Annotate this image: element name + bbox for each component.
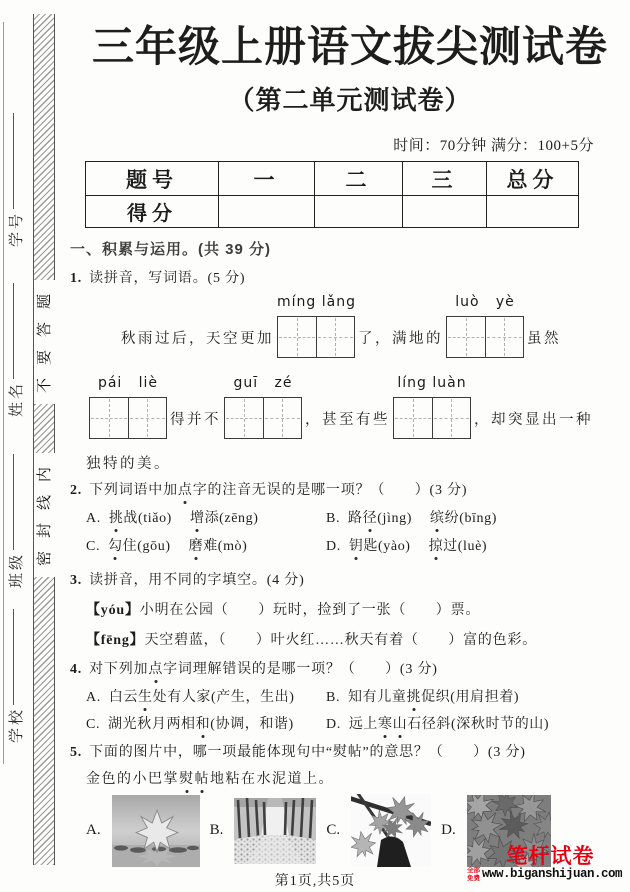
score-cell-total	[487, 196, 579, 228]
score-table-header-two: 二	[315, 162, 403, 196]
q2-option-c: C. 勾住(gōu) 磨难(mò)	[86, 537, 326, 557]
school-blank-line	[13, 609, 14, 705]
pinyin-label: luò yè	[455, 294, 515, 311]
score-table	[85, 161, 579, 228]
student-id-label: 学号	[8, 210, 25, 247]
watermark-tagline: 全部免费	[466, 867, 480, 882]
watermark-url: www.biganshijuan.com	[481, 867, 622, 882]
q4-option-c: C. 湖光秋月两相和(协调，和谐)	[86, 715, 326, 735]
seal-line-hatch-strip	[33, 14, 55, 865]
question-1-line-3: 独特的美。	[86, 456, 171, 473]
q5-image-c-label: C.	[326, 822, 341, 839]
leaves-on-branch-photo	[351, 794, 431, 867]
q5-image-b	[234, 798, 316, 864]
name-label: 姓名	[8, 380, 25, 417]
question-1-line-1: 秋雨过后，天空更加 míng lǎng 了，满地的 luò yè 虽然	[121, 316, 630, 358]
question-4-stem: 4. 对下列加点字词理解错误的是哪一项？（ ）(3 分)	[70, 660, 630, 680]
student-id-blank-line	[13, 113, 14, 209]
q2-option-b: B. 路径(jìng) 缤纷(bīng)	[326, 509, 630, 529]
question-1-number: 1.	[70, 271, 83, 287]
q4-option-a: A. 白云生处有人家(产生，生出)	[86, 688, 326, 708]
pinyin-label: pái liè	[97, 375, 159, 392]
watermark-brand: 笔杆试卷	[506, 844, 595, 868]
pinyin-label: míng lǎng	[277, 294, 356, 311]
paper-subtitle: （第二单元测试卷）	[228, 86, 472, 116]
question-2-number: 2.	[70, 483, 83, 499]
score-cell-3	[403, 196, 487, 228]
pinyin-label: líng luàn	[397, 375, 467, 392]
name-blank-line	[13, 283, 14, 379]
page-number: 第1页,共5页	[274, 874, 356, 889]
time-and-score-info: 时间：70分钟 满分：100+5分	[393, 138, 594, 155]
seal-text-bottom: 密封线内	[34, 453, 56, 577]
score-table-header-three: 三	[403, 162, 487, 196]
q5-image-a	[112, 795, 200, 867]
name-field	[4, 283, 26, 417]
tree-lined-path-photo	[234, 798, 316, 864]
answer-writing-box	[89, 375, 167, 439]
q3-fill-line-feng: 【fēng】天空碧蓝，（ ）叶火红……秋天有着（ ）富的色彩。	[86, 633, 538, 649]
answer-writing-box	[224, 375, 302, 439]
q5-image-a-label: A.	[86, 822, 101, 839]
q3-fill-line-you: 【yóu】小明在公园（ ）玩时，捡到了一张（ ）票。	[86, 603, 481, 619]
score-table-header-total: 总分	[487, 162, 579, 196]
q4-option-b: B. 知有儿童挑促织(用肩担着)	[326, 688, 630, 708]
class-label: 班级	[8, 551, 25, 588]
question-1-stem: 1. 读拼音，写词语。(5 分)	[70, 271, 246, 287]
class-blank-line	[13, 454, 14, 550]
q2-option-a: A. 挑战(tiǎo) 增添(zēng)	[86, 509, 326, 529]
student-id-field	[4, 113, 26, 247]
score-row-label: 得分	[86, 196, 219, 228]
question-2	[70, 481, 630, 557]
question-3	[70, 571, 630, 651]
paper-content	[70, 0, 630, 867]
score-cell-2	[315, 196, 403, 228]
q4-option-d: D. 远上寒山石径斜(深秋时节的山)	[326, 715, 630, 735]
question-4-number: 4.	[70, 662, 83, 678]
school-field	[4, 609, 26, 743]
question-2-stem: 2. 下列词语中加点字的注音无误的是哪一项？（ ）(3 分)	[70, 481, 630, 501]
answer-writing-box	[393, 375, 471, 439]
q5-image-d-label: D.	[441, 822, 456, 839]
leaf-on-ground-photo	[112, 795, 200, 867]
seal-text-top: 不要答题	[34, 280, 56, 404]
score-cell-1	[219, 196, 315, 228]
class-field	[4, 454, 26, 588]
q2-option-d: D. 钥匙(yào) 掠过(luè)	[326, 537, 630, 557]
score-table-header-tihao: 题号	[86, 162, 219, 196]
question-1-line-2: pái liè 得并不 guī zé ，甚至有些 líng luàn ，却突显出一种	[86, 397, 630, 439]
q5-example-sentence: 金色的小巴掌熨帖地粘在水泥道上。	[86, 770, 630, 790]
pinyin-label: guī zé	[233, 375, 293, 392]
question-5-stem: 5. 下面的图片中，哪一项最能体现句中“熨帖”的意思？（ ）(3 分)	[70, 745, 526, 761]
q5-image-b-label: B.	[209, 822, 224, 839]
question-3-stem: 3. 读拼音，用不同的字填空。(4 分)	[70, 573, 305, 589]
section-1-heading: 一、积累与运用。(共 39 分)	[70, 241, 272, 259]
answer-writing-box	[277, 294, 356, 358]
question-5-number: 5.	[70, 745, 83, 761]
paper-title: 三年级上册语文拔尖测试卷	[91, 25, 608, 71]
watermark	[467, 845, 622, 882]
question-1	[70, 269, 630, 473]
question-4	[70, 660, 630, 735]
school-label: 学校	[8, 706, 25, 743]
question-3-number: 3.	[70, 573, 83, 589]
answer-writing-box	[446, 294, 524, 358]
score-table-header-one: 一	[219, 162, 315, 196]
q5-image-c	[351, 794, 431, 867]
